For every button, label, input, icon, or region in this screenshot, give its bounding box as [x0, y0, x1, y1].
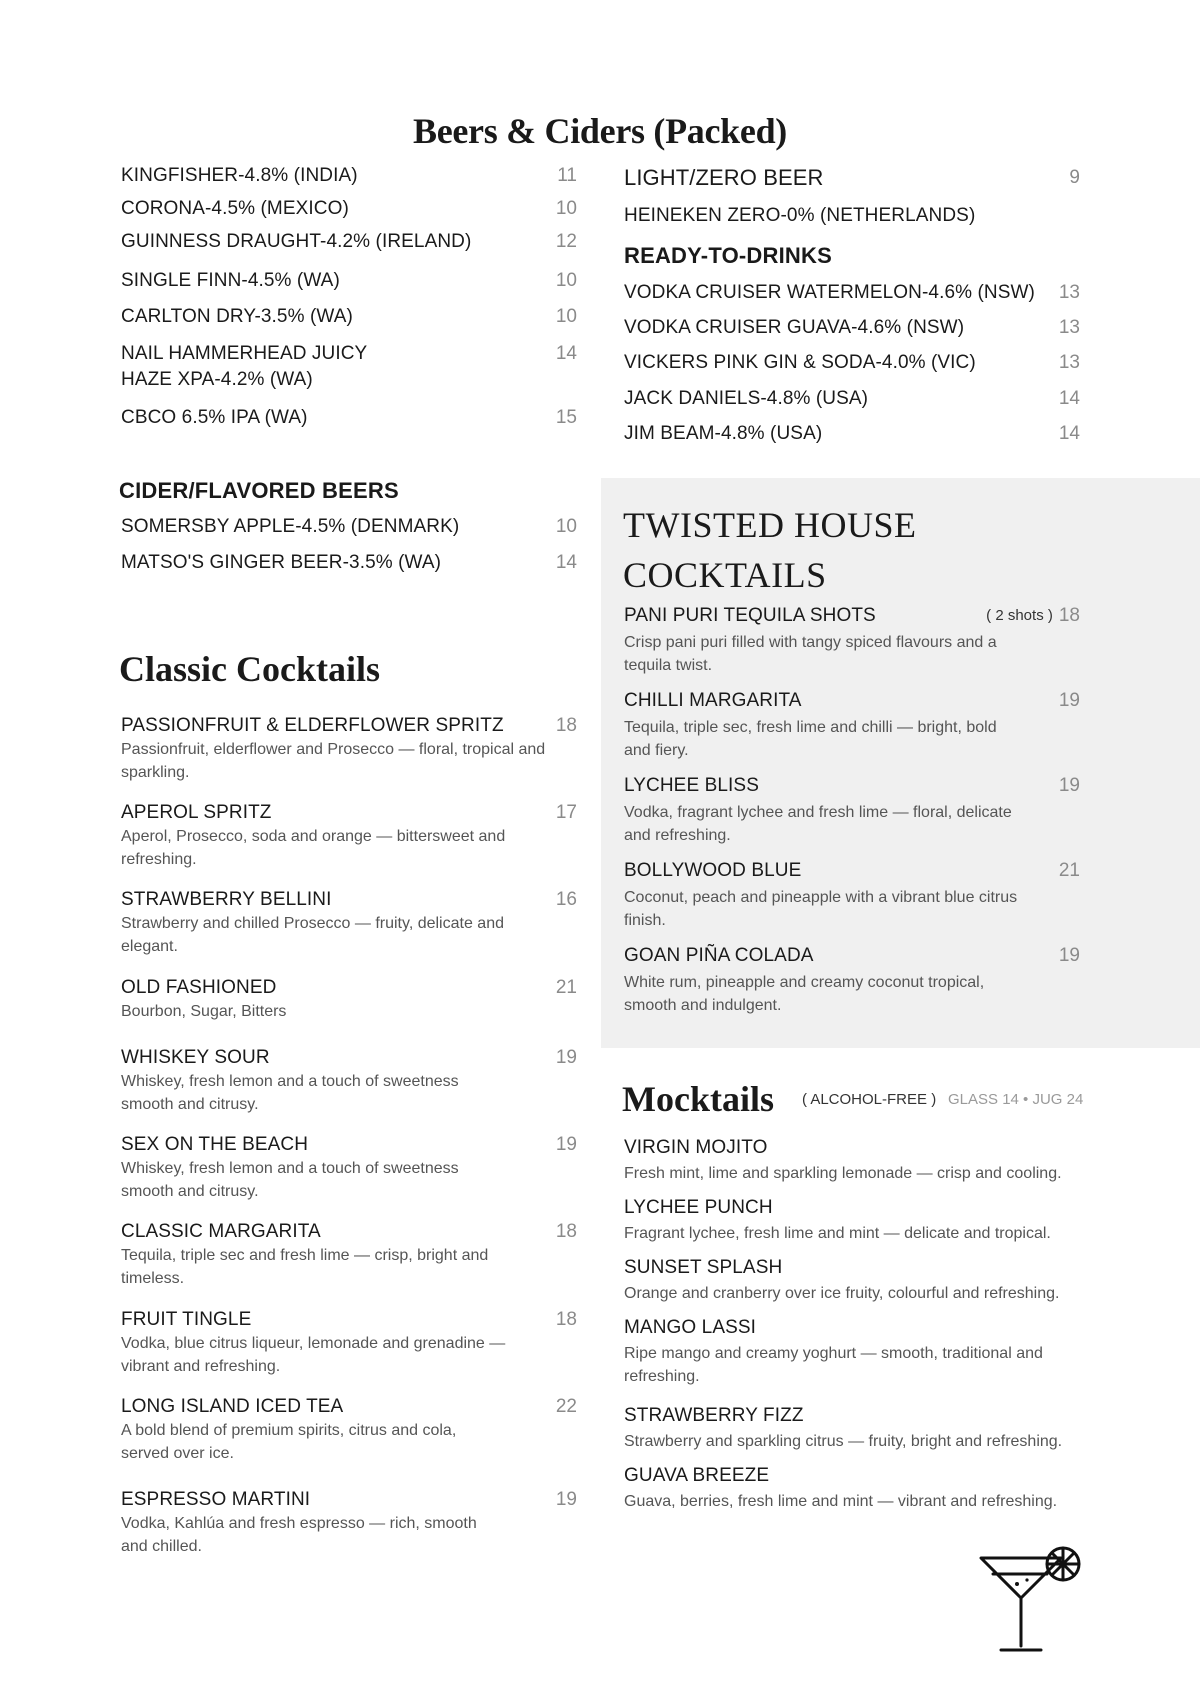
item-name: APEROL SPRITZ — [121, 802, 272, 823]
page-title: Beers & Ciders (Packed) — [412, 111, 787, 151]
list-item — [624, 1463, 1080, 1489]
section-title: Classic Cocktails — [119, 649, 380, 689]
item-name: STRAWBERRY FIZZ — [624, 1405, 804, 1426]
item-name: SEX ON THE BEACH — [121, 1134, 309, 1155]
item-name: LYCHEE BLISS — [624, 775, 759, 796]
description-line1: Strawberry and chilled Prosecco — fruity, delicate and — [121, 915, 504, 932]
item-description — [121, 825, 561, 871]
list-item — [121, 304, 577, 330]
list-item — [121, 514, 577, 540]
list-item — [624, 386, 1080, 412]
item-price: 15 — [555, 407, 577, 428]
item-description — [624, 886, 1044, 932]
description-line2: vibrant and refreshing. — [121, 1358, 281, 1375]
description-line1: Guava, berries, fresh lime and mint — vibrant and refreshing. — [624, 1493, 1058, 1510]
description-line1: White rum, pineapple and creamy coconut tropical, — [624, 974, 985, 991]
description-line2: smooth and citrusy. — [121, 1183, 259, 1200]
list-item — [624, 421, 1080, 447]
description-line1: Fragrant lychee, fresh lime and mint — delicate and tropical. — [624, 1225, 1051, 1242]
item-price: 14 — [1058, 423, 1080, 444]
description-line2: tequila twist. — [624, 657, 713, 674]
item-price: 18 — [1058, 605, 1080, 626]
item-description — [121, 1157, 561, 1203]
light-zero-header — [624, 165, 1080, 191]
item-description — [624, 1162, 1094, 1185]
item-price: 10 — [555, 306, 577, 327]
item-description — [121, 1332, 561, 1378]
list-item — [624, 603, 1080, 629]
item-name: MATSO'S GINGER BEER-3.5% (WA) — [121, 552, 442, 573]
item-price: 19 — [1058, 945, 1080, 966]
item-name: VICKERS PINK GIN & SODA-4.0% (VIC) — [624, 352, 976, 373]
description-line1: Tequila, triple sec and fresh lime — crisp, bright and — [121, 1247, 489, 1264]
list-item — [121, 1307, 577, 1333]
item-price: 10 — [555, 270, 577, 291]
list-item — [121, 975, 577, 1001]
item-name: ESPRESSO MARTINI — [121, 1489, 311, 1510]
item-price: 18 — [555, 1221, 577, 1242]
item-note: ( 2 shots ) — [986, 607, 1053, 624]
item-price: 19 — [555, 1134, 577, 1155]
list-item: HEINEKEN ZERO-0% (NETHERLANDS) — [624, 205, 976, 226]
section-title: Mocktails — [622, 1079, 774, 1119]
description-line1: Tequila, triple sec, fresh lime and chilli — bright, bold — [624, 719, 997, 736]
item-price: 21 — [555, 977, 577, 998]
cocktail-glass-icon — [975, 1546, 1085, 1656]
description-line2: refreshing. — [121, 851, 197, 868]
item-name: VIRGIN MOJITO — [624, 1137, 768, 1158]
description-line2: served over ice. — [121, 1445, 234, 1462]
item-description — [624, 1430, 1094, 1453]
item-name: PANI PURI TEQUILA SHOTS — [624, 605, 876, 626]
item-description — [624, 631, 1044, 677]
item-description — [624, 716, 1044, 762]
item-price: 17 — [555, 802, 577, 823]
item-price: 12 — [555, 231, 577, 252]
list-item — [121, 1045, 577, 1071]
section-title-line2: COCKTAILS — [623, 555, 827, 595]
item-name: CBCO 6.5% IPA (WA) — [121, 407, 308, 428]
description-line2: and fiery. — [624, 742, 689, 759]
list-item — [624, 688, 1080, 714]
item-description — [121, 1512, 561, 1558]
item-name: FRUIT TINGLE — [121, 1309, 252, 1330]
description-line2: sparkling. — [121, 764, 190, 781]
mocktail-pricing: GLASS 14 • JUG 24 — [948, 1091, 1084, 1108]
list-item — [624, 943, 1080, 969]
description-line2: and chilled. — [121, 1538, 202, 1555]
item-price: 9 — [1069, 167, 1080, 188]
section-title — [623, 500, 916, 600]
list-item — [624, 1195, 1080, 1221]
item-price: 13 — [1058, 282, 1080, 303]
item-price: 19 — [1058, 690, 1080, 711]
item-name: CHILLI MARGARITA — [624, 690, 802, 711]
item-price: 14 — [555, 552, 577, 573]
list-item — [624, 350, 1080, 376]
description-line1: Whiskey, fresh lemon and a touch of sweetness — [121, 1073, 459, 1090]
list-item — [121, 1487, 577, 1513]
item-price: 13 — [1058, 352, 1080, 373]
item-price: 21 — [1058, 860, 1080, 881]
item-name: SUNSET SPLASH — [624, 1257, 783, 1278]
item-name: KINGFISHER-4.8% (INDIA) — [121, 165, 358, 186]
list-item — [624, 1315, 1080, 1341]
list-item — [121, 341, 577, 393]
item-name-line2: HAZE XPA-4.2% (WA) — [121, 369, 313, 390]
description-line2: smooth and citrusy. — [121, 1096, 259, 1113]
item-price: 18 — [555, 1309, 577, 1330]
list-item — [121, 1394, 577, 1420]
item-price: 19 — [555, 1047, 577, 1068]
item-description — [121, 1000, 561, 1023]
item-description — [624, 1490, 1094, 1513]
list-item — [121, 713, 577, 739]
item-name: WHISKEY SOUR — [121, 1047, 270, 1068]
list-item — [121, 800, 577, 826]
item-description — [121, 912, 561, 958]
list-item — [624, 858, 1080, 884]
description-line1: Passionfruit, elderflower and Prosecco — floral, tropical and — [121, 741, 546, 758]
item-description — [624, 1282, 1094, 1305]
section-title-line1: TWISTED HOUSE — [623, 505, 917, 545]
description-line1: Vodka, fragrant lychee and fresh lime — floral, delicate — [624, 804, 1012, 821]
item-name-line1: NAIL HAMMERHEAD JUICY — [121, 343, 368, 364]
item-name: VODKA CRUISER GUAVA-4.6% (NSW) — [624, 317, 965, 338]
list-item — [121, 1132, 577, 1158]
item-price: 22 — [555, 1396, 577, 1417]
list-item — [121, 550, 577, 576]
item-name: CARLTON DRY-3.5% (WA) — [121, 306, 353, 327]
item-name: PASSIONFRUIT & ELDERFLOWER SPRITZ — [121, 715, 504, 736]
list-item — [121, 268, 577, 294]
list-item — [624, 315, 1080, 341]
list-item — [121, 229, 577, 255]
item-price: 10 — [555, 198, 577, 219]
list-item — [624, 773, 1080, 799]
item-name: STRAWBERRY BELLINI — [121, 889, 332, 910]
description-line2: timeless. — [121, 1270, 185, 1287]
item-price: 16 — [555, 889, 577, 910]
item-name: JIM BEAM-4.8% (USA) — [624, 423, 823, 444]
item-price: 14 — [555, 343, 577, 364]
description-line2: smooth and indulgent. — [624, 997, 782, 1014]
description-line1: Bourbon, Sugar, Bitters — [121, 1003, 287, 1020]
item-name: LONG ISLAND ICED TEA — [121, 1396, 344, 1417]
description-line1: A bold blend of premium spirits, citrus and cola, — [121, 1422, 457, 1439]
description-line1: Crisp pani puri filled with tangy spiced flavours and a — [624, 634, 997, 651]
description-line1: Coconut, peach and pineapple with a vibrant blue citrus — [624, 889, 1018, 906]
item-price: 11 — [557, 165, 577, 186]
description-line1: Orange and cranberry over ice fruity, colourful and refreshing. — [624, 1285, 1060, 1302]
section-subtitle: CIDER/FLAVORED BEERS — [119, 478, 399, 503]
description-line2: finish. — [624, 912, 666, 929]
item-name — [121, 341, 367, 393]
item-name: OLD FASHIONED — [121, 977, 277, 998]
item-description — [624, 801, 1044, 847]
item-description — [624, 971, 1044, 1017]
item-name: CORONA-4.5% (MEXICO) — [121, 198, 349, 219]
description-line2: and refreshing. — [624, 827, 731, 844]
description-line2: refreshing. — [624, 1368, 700, 1385]
list-item — [624, 1135, 1080, 1161]
description-line1: Aperol, Prosecco, soda and orange — bittersweet and — [121, 828, 506, 845]
list-item — [624, 280, 1080, 306]
list-item — [624, 1403, 1080, 1429]
description-line1: Vodka, blue citrus liqueur, lemonade and grenadine — — [121, 1335, 506, 1352]
description-line1: Whiskey, fresh lemon and a touch of sweetness — [121, 1160, 459, 1177]
item-description — [624, 1342, 1094, 1388]
item-name: JACK DANIELS-4.8% (USA) — [624, 388, 869, 409]
description-line1: Fresh mint, lime and sparkling lemonade — crisp and cooling. — [624, 1165, 1062, 1182]
item-name: CLASSIC MARGARITA — [121, 1221, 321, 1242]
item-name: BOLLYWOOD BLUE — [624, 860, 802, 881]
item-name: GUAVA BREEZE — [624, 1465, 770, 1486]
description-line1: Vodka, Kahlúa and fresh espresso — rich, smooth — [121, 1515, 477, 1532]
item-name: GUINNESS DRAUGHT-4.2% (IRELAND) — [121, 231, 472, 252]
item-price: 19 — [1058, 775, 1080, 796]
item-price: 19 — [555, 1489, 577, 1510]
section-subtitle: READY-TO-DRINKS — [624, 243, 832, 268]
list-item — [121, 405, 577, 431]
item-name: LYCHEE PUNCH — [624, 1197, 773, 1218]
item-name: GOAN PIÑA COLADA — [624, 945, 814, 966]
item-name: SINGLE FINN-4.5% (WA) — [121, 270, 340, 291]
item-description — [121, 1070, 561, 1116]
item-description — [121, 738, 561, 784]
list-item — [121, 196, 577, 222]
list-item — [121, 887, 577, 913]
item-description — [121, 1244, 561, 1290]
item-name: MANGO LASSI — [624, 1317, 757, 1338]
item-description — [624, 1222, 1094, 1245]
item-price: 13 — [1058, 317, 1080, 338]
item-description — [121, 1419, 561, 1465]
description-line1: Strawberry and sparkling citrus — fruity, bright and refreshing. — [624, 1433, 1063, 1450]
alcohol-free-note: ( ALCOHOL-FREE ) — [802, 1091, 937, 1108]
description-line1: Ripe mango and creamy yoghurt — smooth, traditional and — [624, 1345, 1043, 1362]
item-name: VODKA CRUISER WATERMELON-4.6% (NSW) — [624, 282, 1035, 303]
description-line2: elegant. — [121, 938, 178, 955]
item-price: 18 — [555, 715, 577, 736]
item-name: SOMERSBY APPLE-4.5% (DENMARK) — [121, 516, 460, 537]
section-subtitle: LIGHT/ZERO BEER — [624, 165, 824, 190]
list-item — [121, 163, 577, 189]
item-price: 10 — [555, 516, 577, 537]
list-item — [624, 1255, 1080, 1281]
item-price: 14 — [1058, 388, 1080, 409]
list-item — [121, 1219, 577, 1245]
